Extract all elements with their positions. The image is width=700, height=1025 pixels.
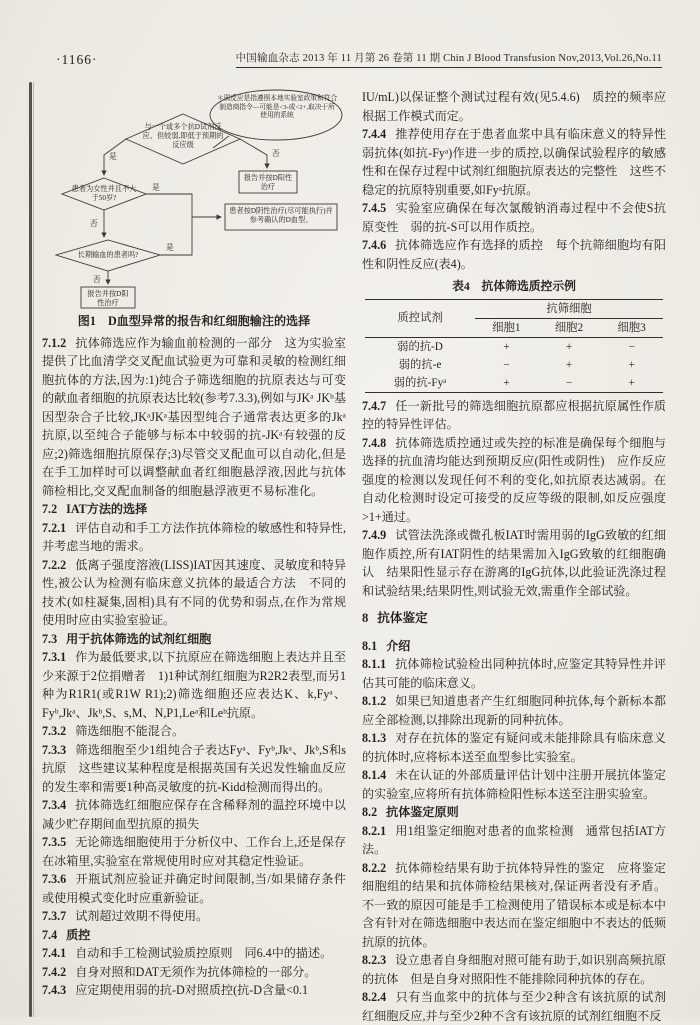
clause-number: 7.1.2 — [42, 335, 67, 350]
figure-1-caption: 图1 D血型异常的报告和红细胞输注的选择 — [77, 314, 311, 328]
two-column-body — [42, 88, 666, 1025]
clause-text: 如果已知道患者产生红细胞同种抗体,每个新标本都应全部检测,以排除出现新的同种抗体。 — [362, 694, 666, 727]
clause-number: 7.3.3 — [42, 742, 67, 757]
branch-label-no-1: 否 — [272, 149, 280, 158]
paragraph-7-4-3-continued — [362, 88, 666, 125]
clause-text: 抗体筛检结果有助于抗体特异性的鉴定 应将鉴定细胞组的结果和抗体筛检结果核对,保证两者没有矛盾。不一致的原因可能是手工检测使用了错误标本或是标本中含有针对在筛选细胞中表达而在鉴定细胞中不表达的低频抗原的抗体。 — [362, 860, 666, 949]
page-number: ·1166· — [56, 52, 98, 67]
clause-text: 抗体筛选质控通过或失控的标准是确保每个细胞与选择的抗血清均能达到预期反应(阳性或阴性) 应作反应强度的检测以发现任何不利的变化,如抗原表达减弱。在自动化检测时设定可接受的反应等级的限制,如反应强度>1+通过。 — [362, 435, 666, 524]
paragraph-7-4-2 — [42, 963, 346, 982]
clause-text: 推荐使用存在于患者血浆中具有临床意义的特异性弱抗体(如抗-Fyᵃ)作进一步的质控,以确保试验程序的敏感性和在保存过程中试剂红细胞抗原表达的完整性 这些不稳定的抗原特别重要,如Fyᵃ抗原。 — [362, 127, 666, 197]
paragraph-7-3-1 — [42, 648, 346, 722]
heading-8-1 — [362, 637, 666, 656]
clause-number: 8.2.4 — [362, 990, 387, 1004]
reaction-value: + — [565, 340, 573, 353]
row-label: 弱的抗-e — [398, 358, 442, 371]
paragraph-7-4-4 — [362, 125, 666, 199]
clause-text: 筛选细胞不能混合。 — [75, 724, 185, 738]
paragraph-7-1-2 — [42, 334, 346, 501]
flowchart-box-report-bottom-text: 报告并按D阳性治疗 — [87, 290, 129, 308]
section-heading-8 — [362, 609, 666, 628]
table-row — [365, 337, 663, 356]
clause-text: 只有当血浆中的抗体与至少2种含有该抗原的试剂红细胞反应,并与至少2种不含有该抗原的试剂红细胞不反 — [362, 990, 666, 1023]
clause-text: 无论筛选细胞使用于分析仪中、工作台上,还是保存在冰箱里,实验室在常规使用时应对其稳定性验证。 — [42, 835, 346, 868]
clause-number: 8.2.3 — [362, 953, 387, 967]
paragraph-8-1-2 — [362, 692, 666, 729]
flowchart-decision2-text: 患者为女性并且不大于50岁? — [71, 185, 137, 203]
clause-text: 抗体筛检试验检出同种抗体时,应鉴定其特异性并评估其可能的临床意义。 — [362, 657, 666, 690]
scan-binding-edge — [29, 82, 32, 1017]
clause-number: 7.4.1 — [42, 946, 67, 960]
clause-number: 8.1.4 — [362, 768, 387, 782]
clause-number: 7.4.4 — [362, 127, 387, 141]
left-column — [42, 88, 346, 1025]
flowchart-box-report-top-text: 报告并按D阳性治疗 — [243, 174, 293, 192]
header-cell-3: 细胞3 — [600, 318, 663, 337]
clause-text: 评估自动和手工方法作抗体筛检的敏感性和特异性,并考虑当地的需求。 — [42, 520, 346, 553]
clause-number: 7.3.2 — [42, 724, 67, 738]
paragraph-8-2-1 — [362, 822, 666, 859]
paragraph-7-3-3 — [42, 741, 346, 797]
paragraph-8-2-3 — [362, 951, 666, 988]
section-title: 抗体鉴定 — [377, 611, 428, 625]
paragraph-7-4-3 — [42, 981, 346, 1000]
clause-number: 8.2.2 — [362, 860, 387, 875]
reaction-value: − — [628, 340, 635, 353]
clause-number: 7.3.6 — [42, 872, 67, 886]
paragraph-8-1-1 — [362, 655, 666, 692]
section-number: 8 — [362, 611, 369, 625]
paragraph-8-1-3 — [362, 729, 666, 766]
branch-no1-line — [240, 139, 267, 168]
clause-text: 抗体鉴定原则 — [386, 805, 459, 819]
branch-label-yes-3: 是 — [166, 243, 174, 252]
reaction-value: + — [503, 340, 510, 353]
qc-example-table — [365, 299, 663, 393]
paragraph-8-2-2 — [362, 859, 666, 952]
clause-number: 7.3.5 — [42, 835, 67, 849]
clause-text: 设立患者自身细胞对照可能有助于,如识别高频抗原的抗体 但是自身对照阳性不能排除同种抗体的存在。 — [362, 953, 666, 986]
clause-number: 8.1.2 — [362, 694, 387, 708]
paragraph-7-3-4 — [42, 796, 346, 833]
header-cell-2: 细胞2 — [538, 318, 601, 337]
page-header — [56, 50, 662, 68]
clause-text: 低离子强度溶液(LISS)IAT因其速度、灵敏度和特异性,被公认为检测有临床意义抗体的最适合方法 不同的技术(如柱凝集,固相)具有不同的优势和弱点,在作为常规使用时应由实验室验证。 — [42, 557, 346, 627]
right-column — [362, 88, 666, 1025]
clause-number: 7.3.4 — [42, 798, 67, 812]
clause-number: 7.3 — [42, 631, 58, 646]
clause-number: 8.1.1 — [362, 657, 387, 671]
clause-text: 实验室应确保在每次氯酸钠消毒过程中不会使S抗原变性 弱的抗-S可以用作质控。 — [362, 201, 666, 234]
branch-label-no-3: 否 — [93, 275, 101, 284]
table-4-caption: 表4 抗体筛选质控示例 — [452, 279, 576, 293]
paragraph-7-2-2 — [42, 556, 346, 630]
clause-number: 7.4.3 — [42, 983, 67, 997]
paragraph-7-3-6 — [42, 870, 346, 907]
clause-number: 7.4.7 — [362, 398, 387, 413]
reaction-value: + — [503, 376, 510, 389]
heading-7-4 — [42, 926, 346, 945]
flowchart-note-cloud-text: ＊弱反应是指遵照本地实验室政策和符合制造商指令—可能是<3-或<2+,取决于所使用的系统 — [216, 95, 338, 120]
reaction-value: − — [565, 376, 573, 389]
journal-title-line: 中国输血杂志 2013 年 11 月第 26 卷第 11 期 Chin J Blood Transfusion Nov,2013,Vol.26,No.11 — [236, 50, 662, 68]
heading-7-3 — [42, 630, 346, 649]
row-label: 弱的抗-D — [397, 340, 443, 353]
paragraph-7-4-7 — [362, 397, 666, 434]
clause-text: 未在认证的外部质量评估计划中注册开展抗体鉴定的实验室,应将所有抗体筛检阳性标本送至注册实验室。 — [362, 768, 666, 801]
clause-text: 自动和手工检测试验质控原则 同6.4中的描述。 — [75, 946, 333, 960]
clause-text: IAT方法的选择 — [66, 502, 148, 516]
header-reagent: 质控试剂 — [365, 299, 475, 337]
clause-text: 应定期使用弱的抗-D对照质控(抗-D含量<0.1 — [75, 983, 309, 997]
clause-number: 8.1.3 — [362, 731, 387, 745]
paragraph-7-3-2 — [42, 722, 346, 741]
clause-number: 7.3.1 — [42, 650, 67, 664]
clause-text: 对存在抗体的鉴定有疑问或未能排除具有临床意义的抗体时,应将标本送至血型参比实验室。 — [362, 731, 666, 764]
clause-text: 筛选细胞至少1组纯合子表达Fyᵃ、Fyᵇ,Jkᵃ、Jkᵇ,S和s抗原 这些建议某种程度是根据英国有关迟发性输血反应的发生率和需要1种高灵敏度的抗-Kidd检测而得出的。 — [42, 742, 346, 794]
paragraph-7-2-1 — [42, 519, 346, 556]
table-row — [365, 374, 663, 393]
heading-7-2 — [42, 500, 346, 519]
paragraph-7-4-6 — [362, 236, 666, 273]
flowchart-decision3-text: 长期输血的患者吗? — [77, 251, 139, 259]
clause-text: 用于抗体筛选的试剂红细胞 — [66, 631, 212, 646]
clause-text: 抗体筛选红细胞应保存在含稀释剂的温控环境中以减少贮存期间血型抗原的损失 — [42, 798, 346, 831]
clause-number: 7.4.8 — [362, 435, 387, 450]
reaction-value: + — [565, 358, 573, 371]
paragraph-7-4-9 — [362, 526, 666, 600]
clause-text: 试管法洗涤或微孔板IAT时需用弱的IgG致敏的红细胞作质控,所有IAT阴性的结果需加入IgG致敏的红细胞确认 结果阳性显示存在游离的IgG抗体,以此验证洗涤过程和试验结果;结果阴性,则试验无效,需重作全部试验。 — [362, 528, 666, 598]
clause-number: 7.2.2 — [42, 557, 67, 572]
scan-binding-edge-highlight — [33, 82, 34, 1017]
paragraph-8-1-4 — [362, 766, 666, 803]
clause-number: 8.2.1 — [362, 823, 387, 838]
clause-number: 8.1 — [362, 638, 378, 653]
table-header-row-1 — [365, 299, 663, 318]
clause-text: 开瓶试剂应验证并确定时间限制,当/如果储存条件或使用模式变化时应重新验证。 — [42, 872, 346, 905]
paragraph-7-4-8 — [362, 434, 666, 527]
reaction-value: + — [628, 358, 635, 371]
clause-text: 任一新批号的筛选细胞抗原都应根据抗原属性作质控的特异性评估。 — [362, 398, 666, 431]
clause-number: 7.3.7 — [42, 909, 67, 923]
clause-text: 介绍 — [386, 638, 411, 653]
flowchart-box-dneg-text: 患者按D阴性治疗(尽可能执行)并参考确认的D血型。 — [229, 207, 333, 225]
clause-number: 7.4.5 — [362, 201, 387, 215]
clause-text: 质控 — [66, 927, 91, 942]
reaction-value: − — [503, 358, 510, 371]
clause-number: 7.2.1 — [42, 520, 67, 535]
header-cell-1: 细胞1 — [475, 318, 538, 337]
heading-8-2 — [362, 803, 666, 822]
clause-number: 8.2 — [362, 805, 378, 819]
clause-number: 7.4.9 — [362, 528, 387, 542]
figure-1-flowchart — [42, 88, 346, 310]
clause-text: 抗体筛选应作有选择的质控 每个抗筛细胞均有阳性和阴性反应(表4)。 — [362, 238, 666, 271]
clause-text: 自身对照和DAT无须作为抗体筛检的一部分。 — [75, 964, 317, 979]
clause-text: 试剂超过效期不得使用。 — [75, 909, 209, 923]
paragraph-7-3-5 — [42, 833, 346, 870]
branch-label-yes-2: 是 — [152, 183, 160, 192]
table-row — [365, 356, 663, 374]
clause-text: 抗体筛选应作为输血前检测的一部分 这为实验室提供了比血清学交叉配血试验更为可靠和灵敏的检测红细胞抗体的方法,因为:1)纯合子筛选细胞的抗原表达与可变的献血者细胞的抗原表达比较(参考7.3.3),例如与JKᵃ JKᵇ基因型杂合子比较,JKᵃJKᵃ基因型纯合子通常表达更多的Jkᵃ抗原,以至纯合子能够与标本中较弱的抗-JKᵃ有较强的反应;2)筛选细胞抗原保存;3)尽管交叉配血可以自动化,但是在手工加样时可以调整献血者红细胞悬浮液,因此与抗体筛检相比,交叉配血制备的细胞悬浮液更不易标准化。 — [42, 335, 346, 498]
row-label: 弱的抗-Fyᵃ — [393, 376, 447, 389]
clause-number: 7.4.2 — [42, 964, 67, 979]
paragraph-8-2-4 — [362, 988, 666, 1025]
flowchart-decision1-text: 与一个或多个抗D试剂反应、但较弱,即低于预期的反应级 — [142, 123, 224, 150]
clause-text: IU/mL)以保证整个测试过程有效(见5.4.6) 质控的频率应根据工作模式而定。 — [362, 90, 666, 123]
paragraph-7-3-7 — [42, 907, 346, 926]
branch-label-no-2: 否 — [90, 219, 98, 228]
paragraph-7-4-5 — [362, 199, 666, 236]
reaction-value: + — [628, 376, 635, 389]
clause-number: 7.4.6 — [362, 238, 387, 252]
clause-number: 7.4 — [42, 927, 58, 942]
clause-number: 7.2 — [42, 502, 58, 516]
clause-text: 用1组鉴定细胞对患者的血浆检测 通常包括IAT方法。 — [362, 823, 666, 856]
paragraph-7-4-1 — [42, 944, 346, 963]
clause-text: 作为最低要求,以下抗原应在筛选细胞上表达并且至少来源于2位捐赠者 1)1种试剂红细胞为R2R2表型,而另1种为R1R1(或R1W R1);2)筛选细胞还应表达K、k,Fyᵃ、Fyᵇ,Jkᵃ、Jkᵇ,S、s,M、N,P1,Leᵃ和Leᵇ抗原。 — [42, 650, 346, 720]
header-screen-cells-group: 抗筛细胞 — [475, 299, 663, 318]
branch-label-yes-1: 是 — [109, 152, 117, 161]
